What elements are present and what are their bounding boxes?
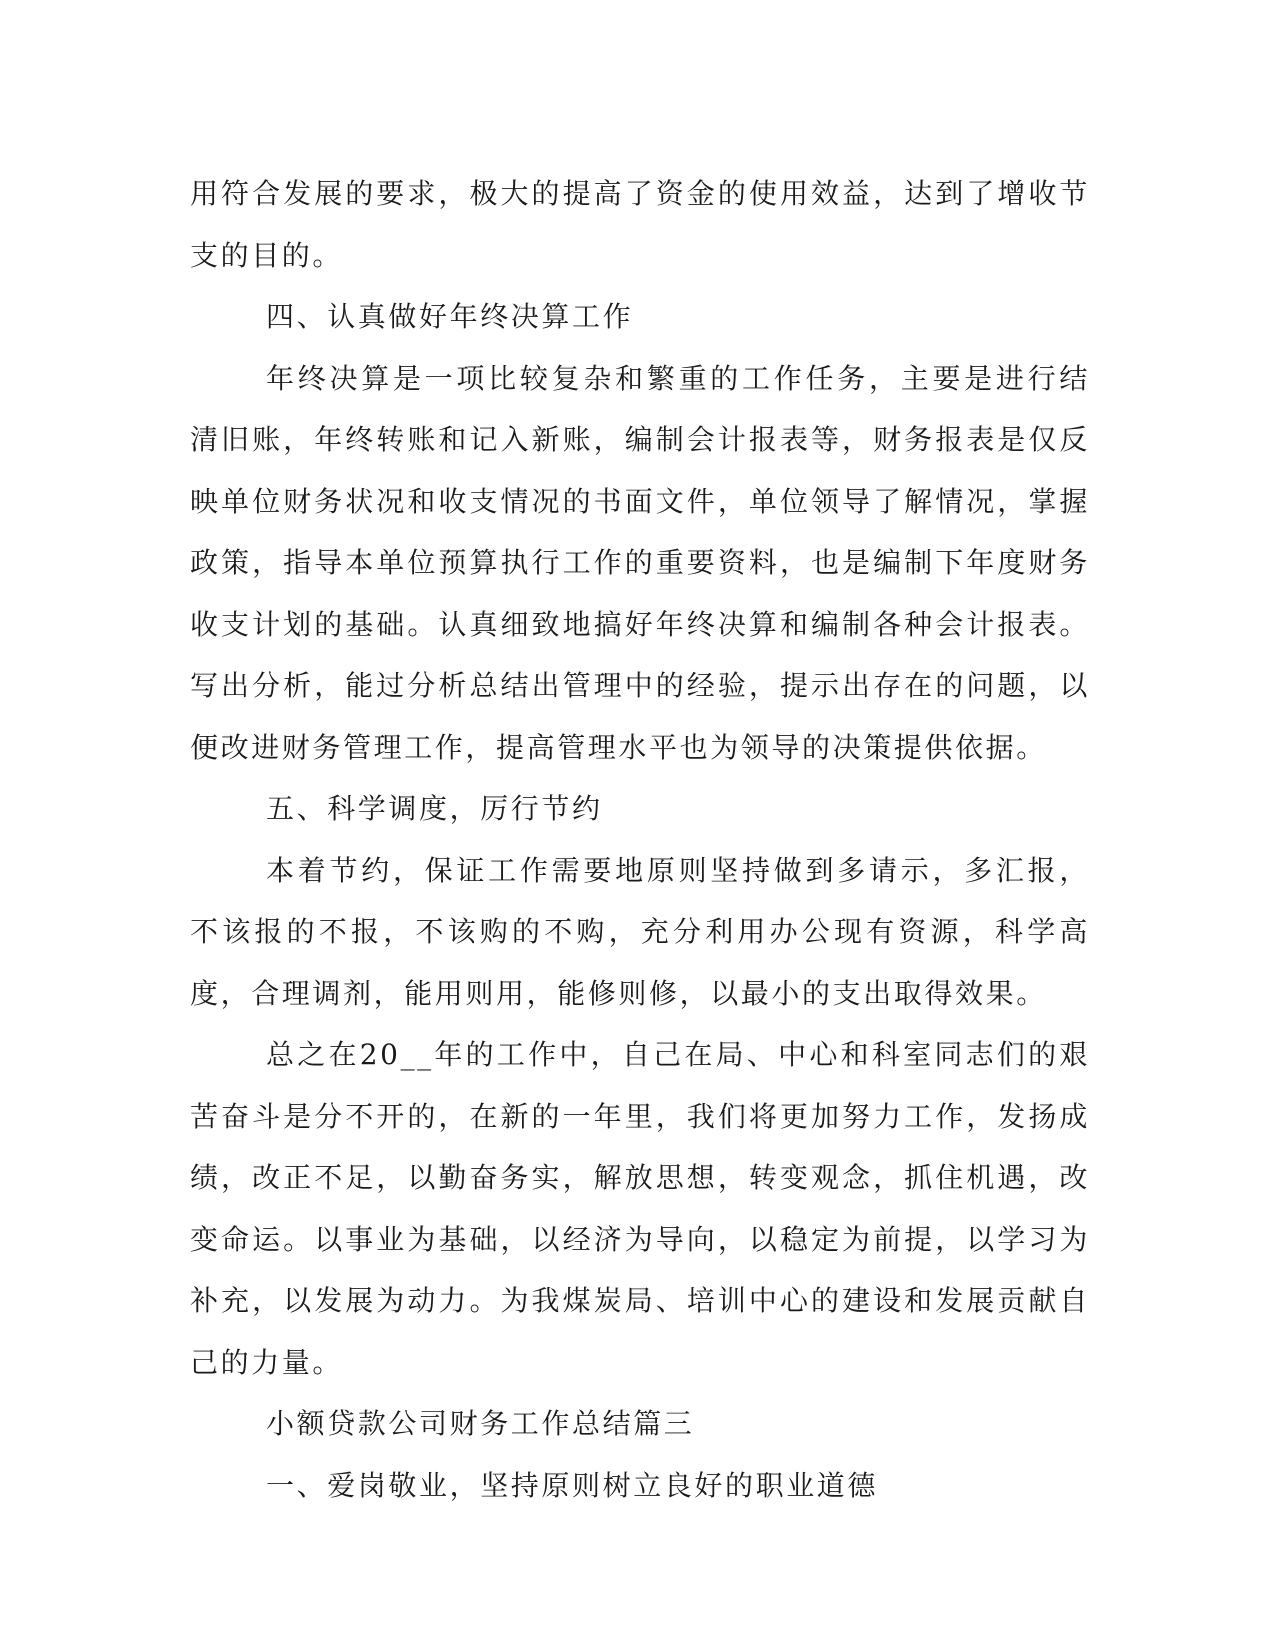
- paragraph-continuation: 用符合发展的要求，极大的提高了资金的使用效益，达到了增收节支的目的。: [190, 177, 1090, 272]
- paragraph-year-end-accounts: 年终决算是一项比较复杂和繁重的工作任务，主要是进行结清旧账，年终转账和记入新账，编制会计报表等，财务报表是仅反映单位财务状况和收支情况的书面文件，单位领导了解情况，掌握政策，指导本单位预算执行工作的重要资料，也是编制下年度财务收支计划的基础。认真细致地搞好年终决算和编制各种会计报表。写出分析，能过分析总结出管理中的经验，提示出存在的问题，以便改进财务管理工作，提高管理水平也为领导的决策提供依据。: [190, 361, 1090, 764]
- document-body: [190, 163, 1090, 1516]
- paragraph-economy: 本着节约，保证工作需要地原则坚持做到多请示，多汇报，不该报的不报，不该购的不购，充分利用办公现有资源，科学高度，合理调剂，能用则用，能修则修，以最小的支出取得效果。: [190, 853, 1090, 1010]
- section-heading-four: 四、认真做好年终决算工作: [266, 300, 634, 333]
- paragraph-conclusion: 总之在20__年的工作中，自己在局、中心和科室同志们的艰苦奋斗是分不开的，在新的一年里，我们将更加努力工作，发扬成绩，改正不足，以勤奋务实，解放思想，转变观念，抓住机遇，改变命运。以事业为基础，以经济为导向，以稳定为前提，以学习为补充，以发展为动力。为我煤炭局、培训中心的建设和发展贡献自己的力量。: [190, 1038, 1090, 1379]
- section-heading-five: 五、科学调度，厉行节约: [266, 792, 603, 825]
- section-heading-one: 一、爱岗敬业，坚持原则树立良好的职业道德: [266, 1468, 879, 1502]
- article-title-part-three: 小额贷款公司财务工作总结篇三: [266, 1407, 695, 1440]
